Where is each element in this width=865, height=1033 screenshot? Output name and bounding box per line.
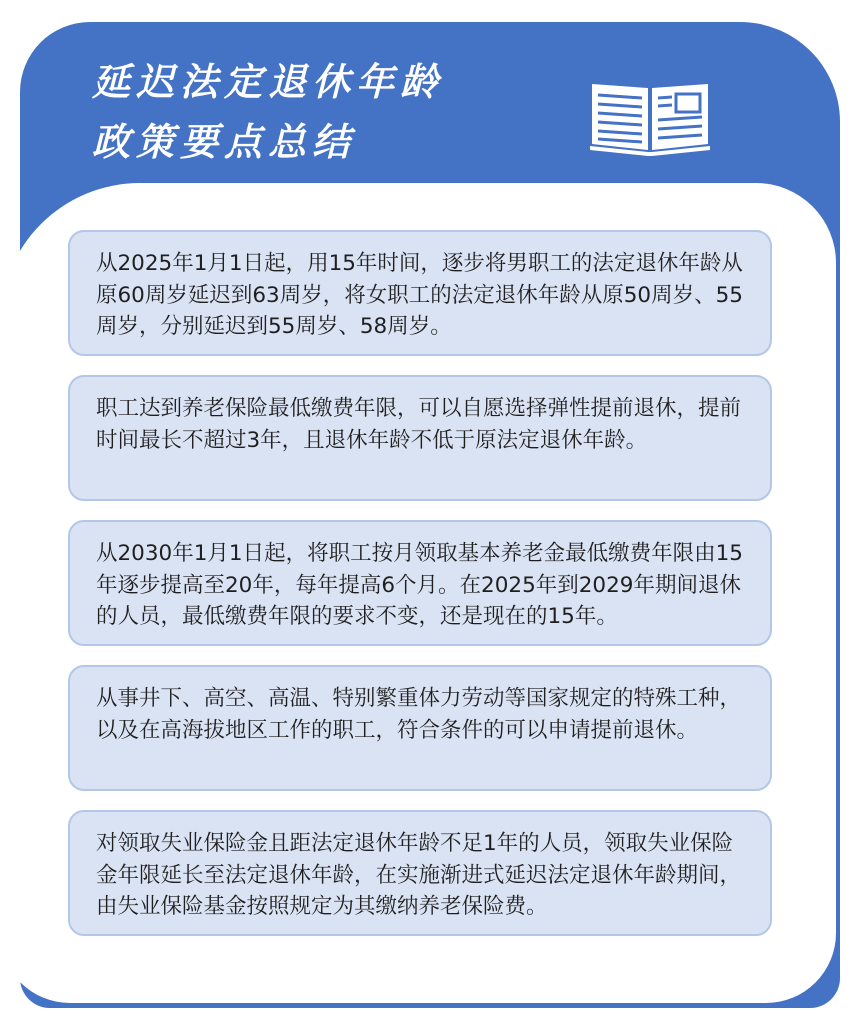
page-title bbox=[92, 52, 444, 172]
policy-item-1: 从2025年1月1日起，用15年时间，逐步将男职工的法定退休年龄从原60周岁延迟到63周岁，将女职工的法定退休年龄从原50周岁、55周岁，分别延迟到55周岁、58周岁。 bbox=[68, 230, 772, 356]
open-book-icon bbox=[588, 78, 712, 156]
title-line-1: 延迟法定退休年龄 bbox=[92, 59, 445, 104]
policy-item-3: 从2030年1月1日起，将职工按月领取基本养老金最低缴费年限由15年逐步提高至20年，每年提高6个月。在2025年到2029年期间退休的人员，最低缴费年限的要求不变，还是现在的15年。 bbox=[68, 520, 772, 646]
title-line-2: 政策要点总结 bbox=[92, 119, 357, 164]
policy-item-2: 职工达到养老保险最低缴费年限，可以自愿选择弹性提前退休，提前时间最长不超过3年，且退休年龄不低于原法定退休年龄。 bbox=[68, 375, 772, 501]
policy-item-4: 从事井下、高空、高温、特别繁重体力劳动等国家规定的特殊工种，以及在高海拔地区工作的职工，符合条件的可以申请提前退休。 bbox=[68, 665, 772, 791]
policy-list bbox=[68, 230, 772, 955]
policy-item-5: 对领取失业保险金且距法定退休年龄不足1年的人员，领取失业保险金年限延长至法定退休年龄，在实施渐进式延迟法定退休年龄期间，由失业保险基金按照规定为其缴纳养老保险费。 bbox=[68, 810, 772, 936]
